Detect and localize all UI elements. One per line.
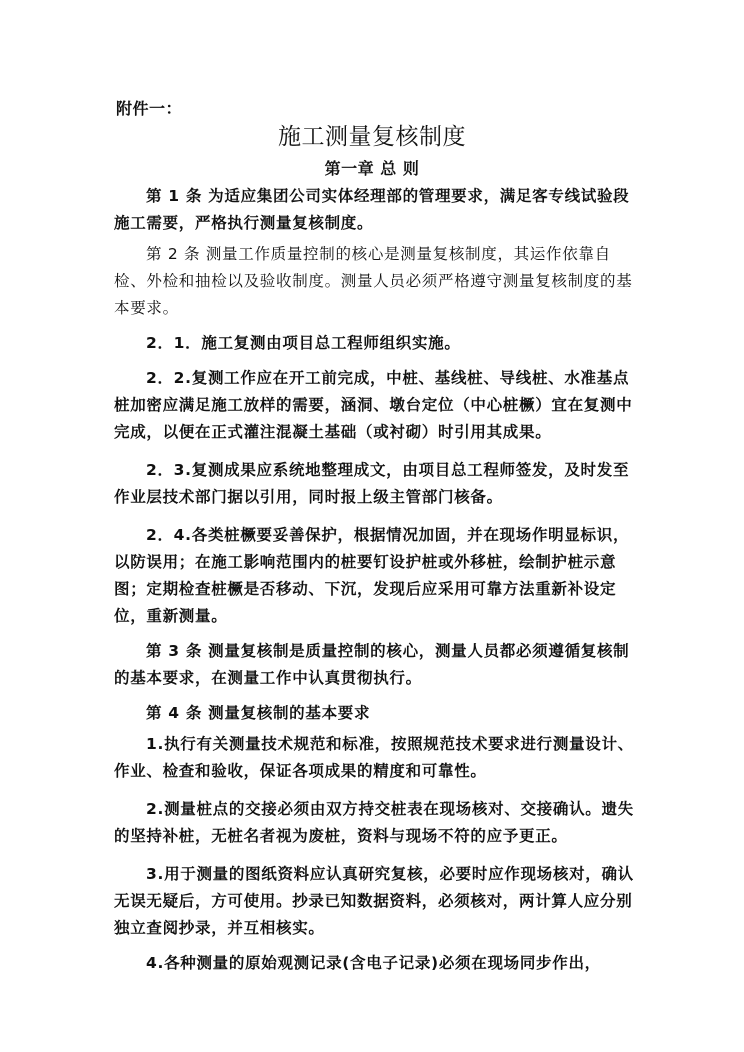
- document-title: 施工测量复核制度: [278, 124, 466, 150]
- article-4-heading: 第 4 条 测量复核制的基本要求: [146, 704, 371, 722]
- requirement-3-paragraph: 3.用于测量的图纸资料应认真研究复核，必要时应作现场核对，确认无误无疑后，方可使用。抄录已知数据资料，必须核对，两计算人应分别独立查阅抄录，并互相核实。: [114, 865, 634, 937]
- clause-2-4-paragraph: 2．4.各类桩橛要妥善保护，根据情况加固，并在现场作明显标识，以防误用；在施工影响范围内的桩要钉设护桩或外移桩，绘制护桩示意图；定期检查桩橛是否移动、下沉，发现后应采用可靠方法重新补设定位，重新测量。: [114, 526, 630, 625]
- attachment-label: 附件一：: [116, 99, 183, 118]
- article-2-paragraph: 第 2 条 测量工作质量控制的核心是测量复核制度，其运作依靠自检、外检和抽检以及验收制度。测量人员必须严格遵守测量复核制度的基本要求。: [114, 245, 633, 317]
- chapter-heading: 第一章 总 则: [324, 159, 420, 178]
- document-body: [114, 183, 636, 977]
- article-1-paragraph: 第 1 条 为适应集团公司实体经理部的管理要求，满足客专线试验段施工需要，严格执行测量复核制度。: [114, 187, 630, 232]
- clause-2-2-paragraph: 2．2.复测工作应在开工前完成，中桩、基线桩、导线桩、水准基点桩加密应满足施工放样的需要，涵洞、墩台定位（中心桩橛）宜在复测中完成，以便在正式灌注混凝土基础（或衬砌）时引用其成果。: [114, 369, 633, 441]
- article-3-paragraph: 第 3 条 测量复核制是质量控制的核心，测量人员都必须遵循复核制的基本要求，在测量工作中认真贯彻执行。: [114, 642, 630, 687]
- requirement-2-paragraph: 2.测量桩点的交接必须由双方持交桩表在现场核对、交接确认。遗失的坚持补桩，无桩名者视为废桩，资料与现场不符的应予更正。: [114, 800, 634, 845]
- clause-2-3-paragraph: 2．3.复测成果应系统地整理成文，由项目总工程师签发，及时发至作业层技术部门据以引用，同时报上级主管部门核备。: [114, 461, 630, 506]
- clause-2-1-paragraph: 2．1．施工复测由项目总工程师组织实施。: [146, 334, 461, 352]
- requirement-1-paragraph: 1.执行有关测量技术规范和标准，按照规范技术要求进行测量设计、作业、检查和验收，保证各项成果的精度和可靠性。: [114, 735, 634, 780]
- requirement-4-paragraph: 4.各种测量的原始观测记录(含电子记录)必须在现场同步作出，: [146, 954, 601, 972]
